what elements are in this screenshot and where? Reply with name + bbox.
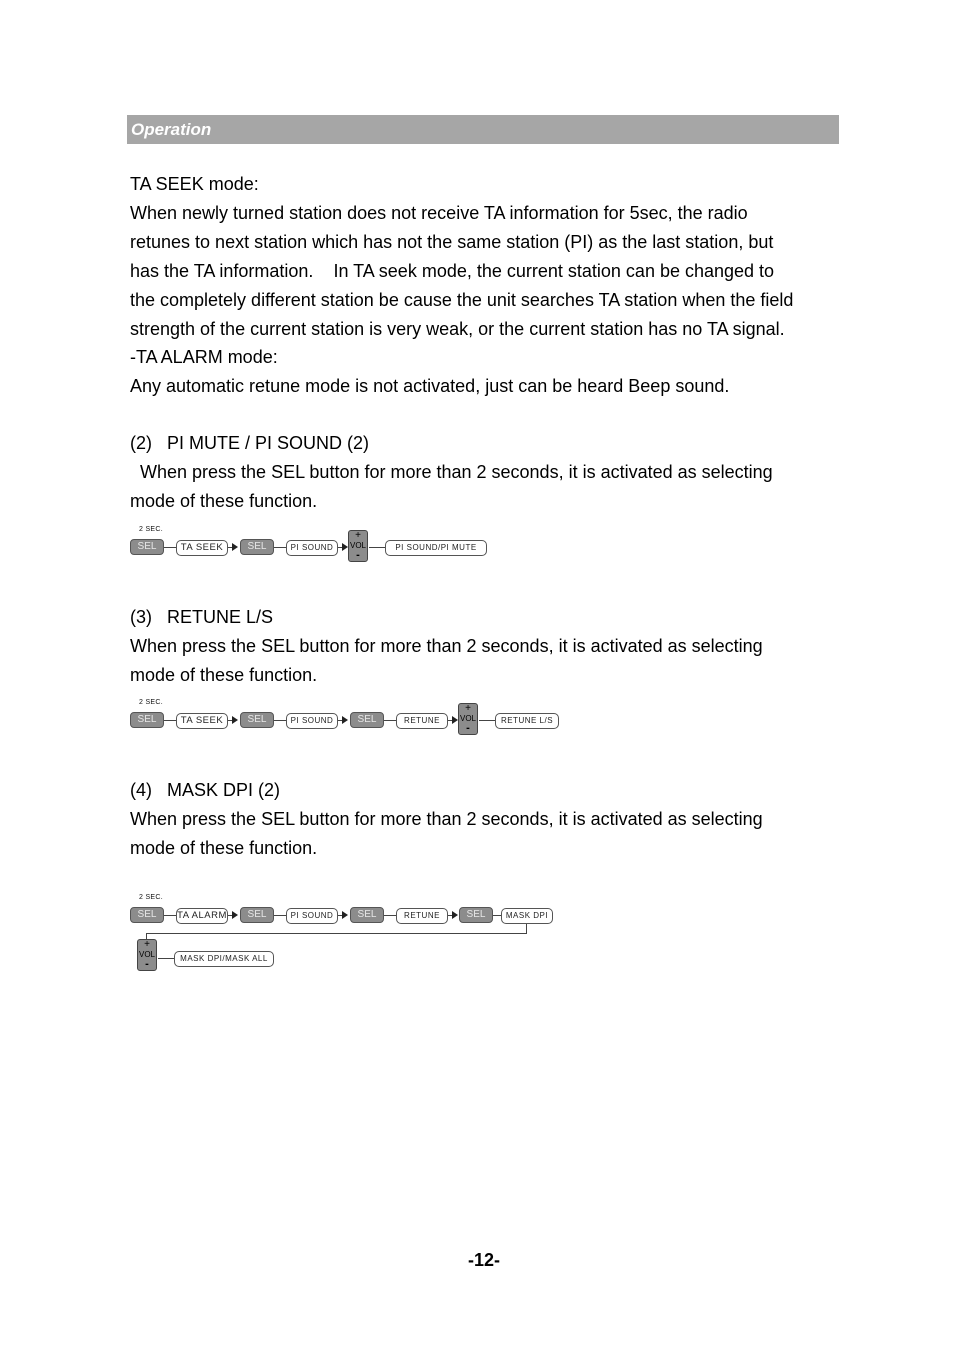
ta-mode-description	[130, 170, 842, 401]
sel-button-icon: SEL	[459, 907, 493, 923]
two-sec-label: 2 SEC.	[139, 526, 163, 533]
section-retune	[130, 603, 842, 690]
two-sec-label: 2 SEC.	[139, 894, 163, 901]
arrow-right-icon	[342, 911, 348, 919]
section-title: Operation	[131, 120, 212, 139]
page-number: -12-	[467, 1250, 500, 1270]
mask-dpi-diagram	[128, 894, 568, 974]
text-line: the completely different station be cause the unit searches TA station when the field	[130, 289, 794, 310]
sel-button-icon: SEL	[350, 907, 384, 923]
connector-line	[274, 547, 286, 548]
vol-knob-icon	[348, 530, 368, 562]
section-heading: (4) MASK DPI (2)	[130, 780, 281, 800]
text-line: -TA ALARM mode:	[130, 347, 278, 368]
ta-seek-box: TA SEEK	[176, 540, 228, 556]
arrow-right-icon	[342, 716, 348, 724]
vol-minus-label: -	[356, 549, 360, 561]
mask-dpi-box: MASK DPI	[501, 908, 553, 924]
connector-line	[493, 915, 501, 916]
text-line: When newly turned station does not receive TA information for 5sec, the radio	[130, 202, 748, 223]
vol-minus-label: -	[145, 958, 149, 970]
section-heading: (2) PI MUTE / PI SOUND (2)	[130, 433, 370, 453]
sel-button-icon: SEL	[130, 712, 164, 728]
section-heading: (3) RETUNE L/S	[130, 607, 274, 627]
arrow-right-icon	[232, 716, 238, 724]
text-line: mode of these function.	[130, 837, 318, 858]
text-line: has the TA information. In TA seek mode, the current station can be changed to	[130, 260, 775, 281]
text-line: retunes to next station which has not the same station (PI) as the last station, but	[130, 231, 774, 252]
vol-label: VOL	[349, 541, 366, 550]
connector-line	[479, 720, 495, 721]
result-box: MASK DPI/MASK ALL	[174, 951, 274, 967]
two-sec-label: 2 SEC.	[139, 699, 163, 706]
sel-button-icon: SEL	[240, 712, 274, 728]
connector-line	[384, 915, 396, 916]
pi-mute-diagram	[128, 526, 498, 566]
connector-line	[164, 547, 176, 548]
pi-sound-box: PI SOUND	[286, 908, 338, 924]
result-box: RETUNE L/S	[495, 713, 559, 729]
arrow-right-icon	[232, 911, 238, 919]
sel-button-icon: SEL	[240, 539, 274, 555]
connector-line	[164, 720, 176, 721]
connector-line	[158, 958, 174, 959]
section-pi-mute	[130, 429, 842, 516]
text-line: TA SEEK mode:	[130, 174, 259, 194]
connector-line	[274, 720, 286, 721]
connector-line	[369, 547, 385, 548]
retune-box: RETUNE	[396, 908, 448, 924]
pi-sound-box: PI SOUND	[286, 713, 338, 729]
text-line: mode of these function.	[130, 664, 318, 685]
sel-button-icon: SEL	[240, 907, 274, 923]
text-line: Any automatic retune mode is not activated, just can be heard Beep sound.	[130, 376, 730, 397]
connector-line	[164, 915, 176, 916]
sel-button-icon: SEL	[350, 712, 384, 728]
vol-plus-label: +	[465, 703, 471, 714]
result-box: PI SOUND/PI MUTE	[385, 540, 487, 556]
vol-label: VOL	[459, 714, 476, 723]
vol-knob-icon	[137, 939, 157, 971]
connector-line	[146, 933, 527, 934]
vol-plus-label: +	[144, 939, 150, 950]
section-header-bar	[127, 115, 839, 144]
pi-sound-box: PI SOUND	[286, 540, 338, 556]
sel-button-icon: SEL	[130, 907, 164, 923]
text-line: When press the SEL button for more than 2 seconds, it is activated as selecting	[130, 808, 763, 829]
sel-button-icon: SEL	[130, 539, 164, 555]
vol-plus-label: +	[355, 530, 361, 541]
connector-line	[274, 915, 286, 916]
vol-label: VOL	[138, 950, 155, 959]
text-line: When press the SEL button for more than 2 seconds, it is activated as selecting	[130, 461, 773, 482]
ta-alarm-box: TA ALARM	[176, 908, 228, 924]
text-line: When press the SEL button for more than 2 seconds, it is activated as selecting	[130, 635, 763, 656]
section-mask-dpi	[130, 776, 842, 863]
vol-knob-icon	[458, 703, 478, 735]
retune-diagram	[128, 699, 568, 739]
arrow-right-icon	[452, 911, 458, 919]
ta-seek-box: TA SEEK	[176, 713, 228, 729]
retune-box: RETUNE	[396, 713, 448, 729]
connector-line	[384, 720, 396, 721]
text-line: mode of these function.	[130, 490, 318, 511]
text-line: strength of the current station is very weak, or the current station has no TA signal.	[130, 318, 785, 339]
vol-minus-label: -	[466, 722, 470, 734]
arrow-right-icon	[232, 543, 238, 551]
